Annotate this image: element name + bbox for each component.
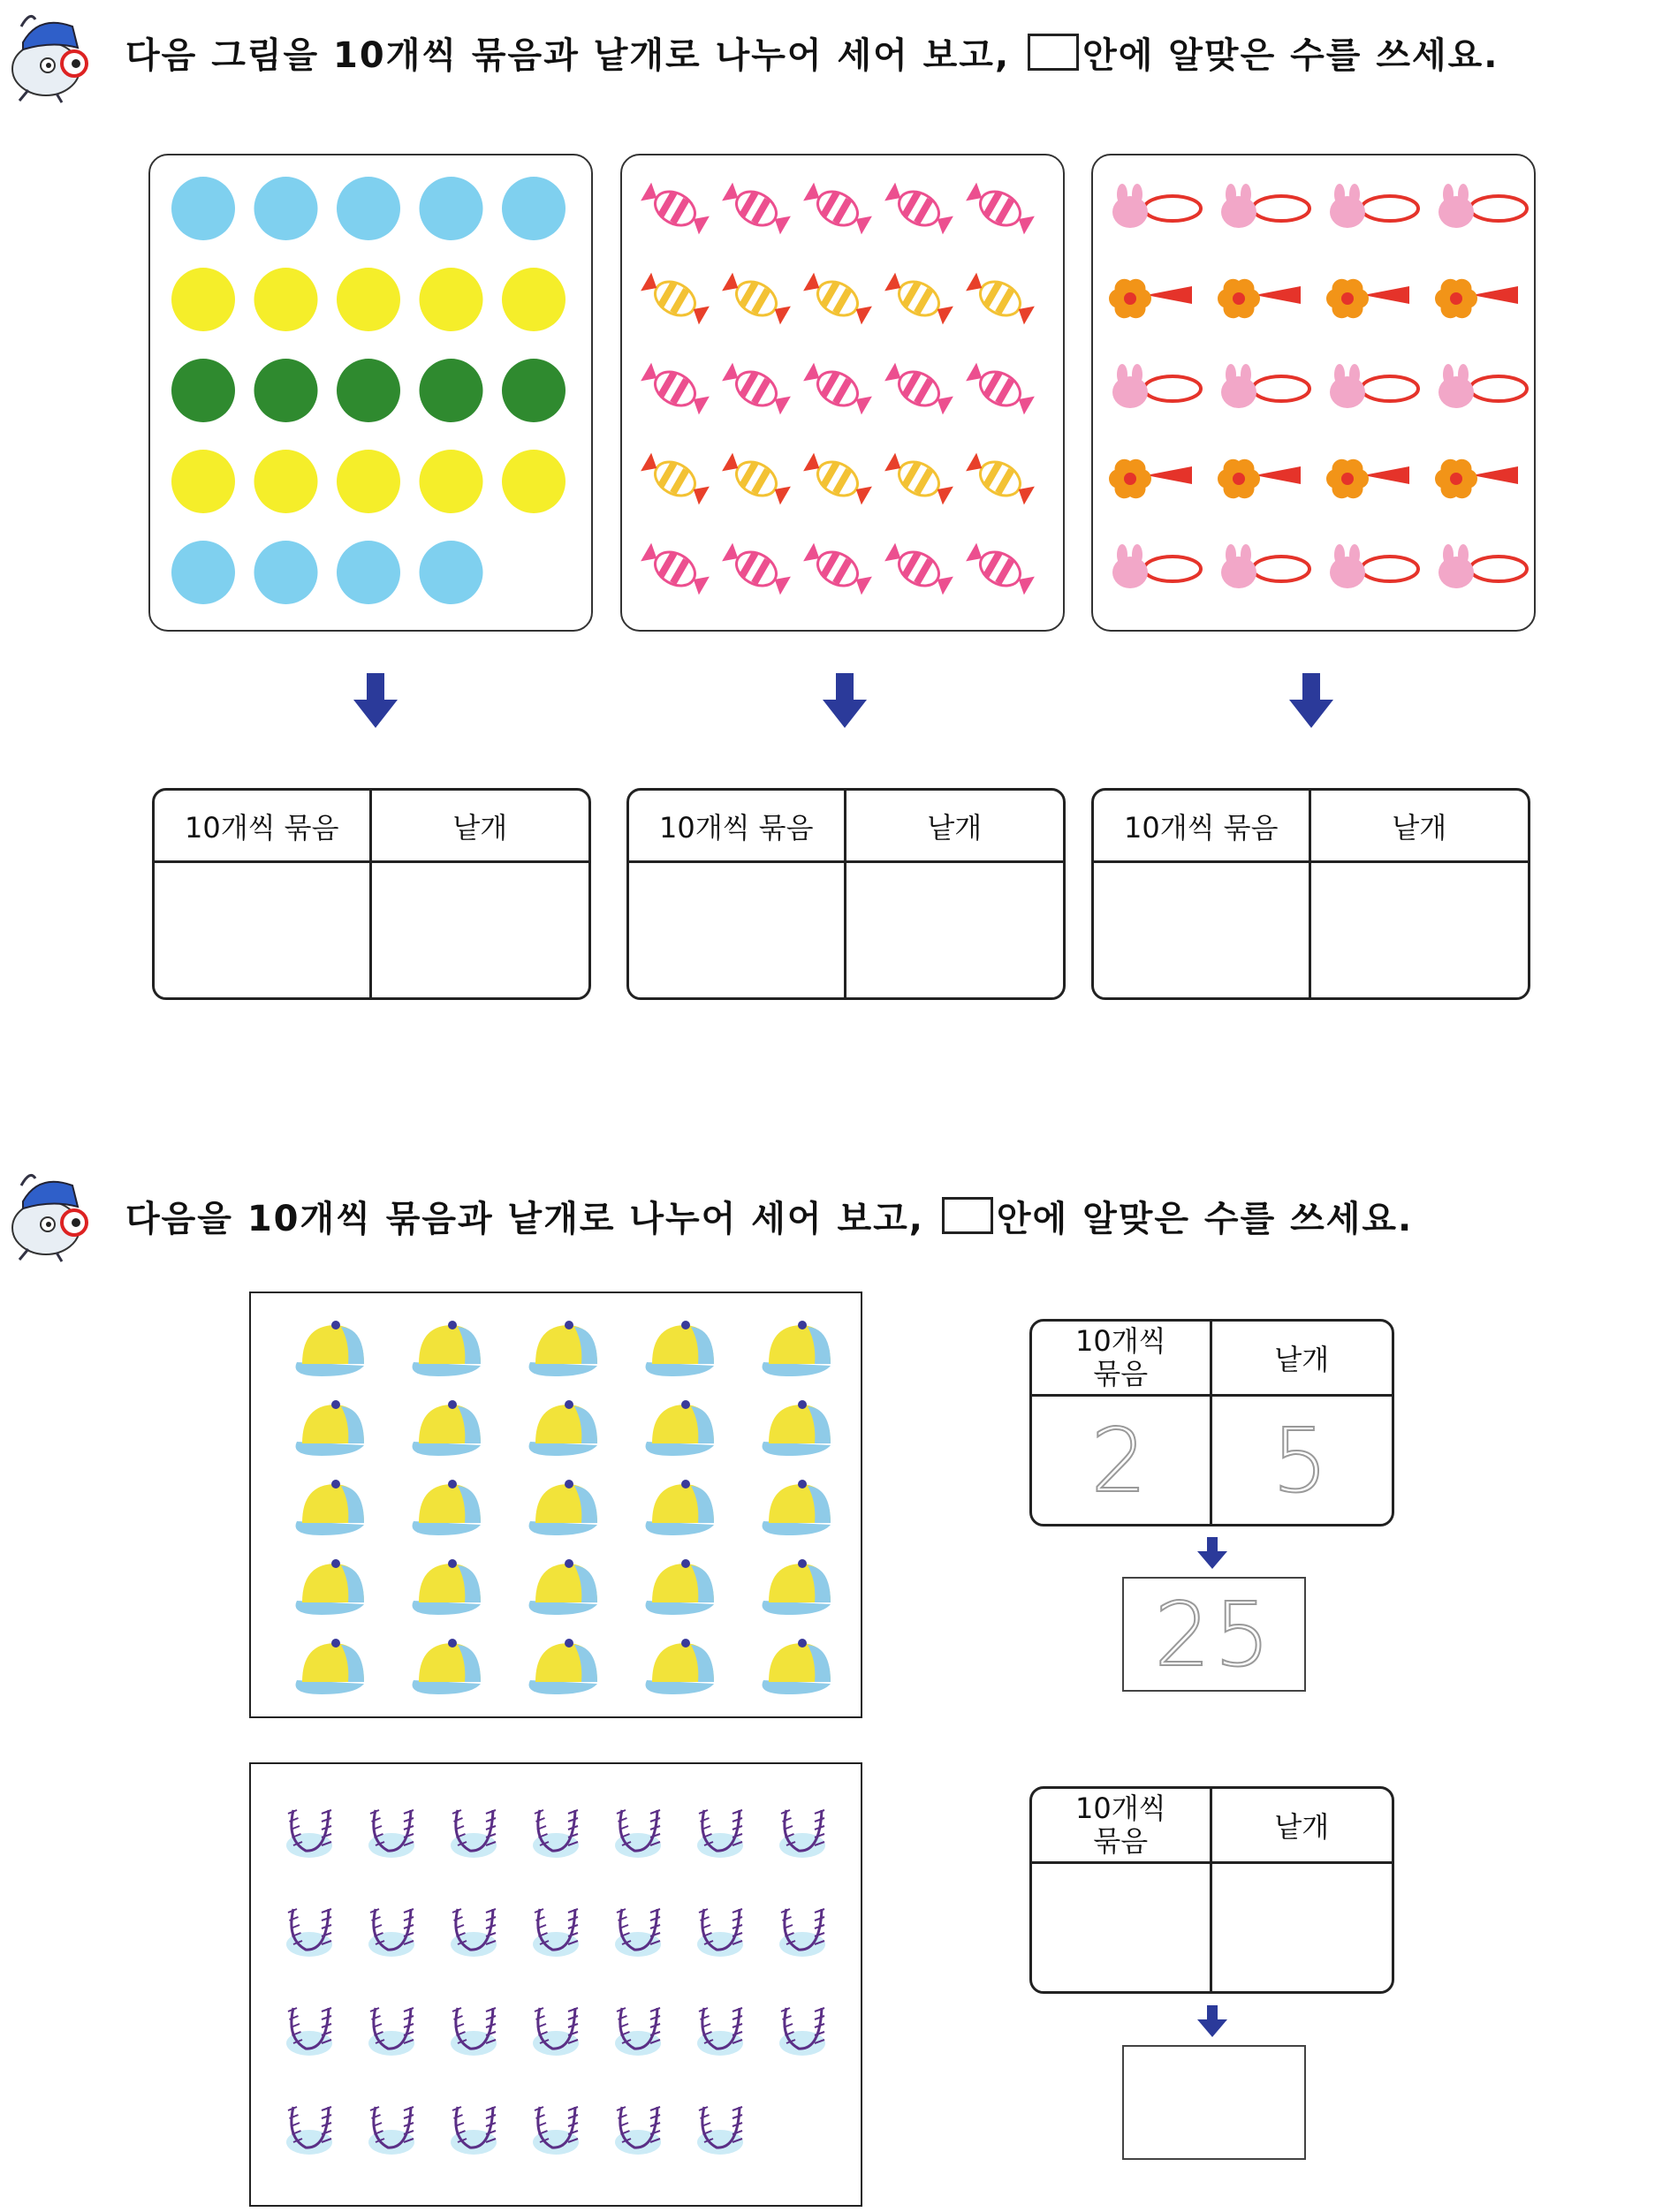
- answer-table-hair-accessories: [1091, 788, 1530, 1000]
- dot: [337, 450, 400, 513]
- hair-accessory: [1326, 459, 1409, 499]
- candy: [720, 269, 793, 328]
- candy: [720, 449, 793, 508]
- tens-header: 10개씩 묶음: [1032, 1322, 1212, 1397]
- arrow-down-icon: [823, 673, 867, 728]
- ones-cell[interactable]: [372, 863, 589, 997]
- ones-cell[interactable]: [1212, 1864, 1393, 1991]
- baseball: [286, 1810, 332, 1858]
- result-box-caps[interactable]: [1122, 1577, 1306, 1692]
- cap: [296, 1559, 364, 1615]
- hair-accessory: [1221, 364, 1309, 408]
- answer-table-dots: [152, 788, 591, 1000]
- tens-cell[interactable]: [629, 863, 846, 997]
- baseballs-grid: [251, 1764, 861, 2205]
- dot: [337, 359, 400, 422]
- candy: [964, 269, 1037, 328]
- caps-panel: [249, 1292, 862, 1718]
- hair-accessory: [1112, 184, 1201, 228]
- answer-table-candies: [626, 788, 1066, 1000]
- cap: [413, 1321, 481, 1376]
- tens-header: 10개씩 묶음: [1032, 1789, 1212, 1864]
- cap: [763, 1321, 831, 1376]
- tens-cell[interactable]: [155, 863, 372, 997]
- cap: [296, 1639, 364, 1694]
- ones-header: 낱개: [1212, 1789, 1393, 1864]
- candy: [883, 269, 956, 328]
- hair-accessory: [1326, 279, 1409, 319]
- baseball: [368, 1810, 414, 1858]
- dot: [420, 177, 483, 240]
- candy: [639, 449, 712, 508]
- dot: [337, 177, 400, 240]
- dot: [502, 177, 566, 240]
- baseball: [368, 2107, 414, 2155]
- dot: [171, 541, 235, 604]
- baseball: [615, 2008, 661, 2056]
- candy: [964, 178, 1037, 238]
- traced-tens-digit: 2: [1090, 1408, 1151, 1512]
- cap: [529, 1559, 597, 1615]
- dot: [254, 268, 318, 331]
- baseballs-panel: [249, 1762, 862, 2207]
- ones-cell[interactable]: [846, 863, 1064, 997]
- instruction-2-text: 다음을 10개씩 묶음과 낱개로 나누어 세어 보고,: [125, 1199, 924, 1239]
- dot: [502, 450, 566, 513]
- baseball: [533, 1909, 579, 1957]
- cap: [646, 1639, 714, 1694]
- candy: [720, 359, 793, 418]
- hair-accessory: [1438, 184, 1527, 228]
- ones-header: 낱개: [846, 791, 1064, 863]
- dot: [254, 541, 318, 604]
- answer-table-baseballs: [1029, 1786, 1394, 1994]
- dot: [171, 177, 235, 240]
- dot: [254, 177, 318, 240]
- cap: [413, 1400, 481, 1456]
- baseball: [286, 1909, 332, 1957]
- candy: [720, 539, 793, 598]
- dot: [420, 541, 483, 604]
- baseball: [451, 2008, 497, 2056]
- ones-header: 낱개: [372, 791, 589, 863]
- traced-ones-digit: 5: [1271, 1408, 1332, 1512]
- tens-header: 10개씩 묶음: [1094, 791, 1311, 863]
- dot: [420, 268, 483, 331]
- candy: [639, 539, 712, 598]
- dot: [502, 359, 566, 422]
- baseball: [533, 2008, 579, 2056]
- baseball: [286, 2107, 332, 2155]
- hair-accessory: [1109, 279, 1192, 319]
- candy: [964, 359, 1037, 418]
- cap: [763, 1639, 831, 1694]
- baseball: [451, 1909, 497, 1957]
- hair-accessory: [1330, 184, 1418, 228]
- instruction-2-suffix: 안에 알맞은 수를 쓰세요.: [996, 1199, 1414, 1239]
- instruction-1-text: 다음 그림을 10개씩 묶음과 낱개로 나누어 세어 보고,: [125, 35, 1011, 76]
- baseball: [779, 1909, 825, 1957]
- hair-accessories-grid: [1093, 155, 1534, 630]
- cap: [413, 1639, 481, 1694]
- candy: [801, 178, 875, 238]
- dot: [171, 359, 235, 422]
- hair-accessory: [1435, 279, 1518, 319]
- cap: [529, 1639, 597, 1694]
- hair-accessory: [1112, 544, 1201, 588]
- dot: [420, 359, 483, 422]
- cap: [296, 1321, 364, 1376]
- arrow-down-icon: [353, 673, 398, 728]
- hair-accessory: [1438, 544, 1527, 588]
- hair-accessory: [1330, 364, 1418, 408]
- baseball: [533, 2107, 579, 2155]
- hair-accessory: [1109, 459, 1192, 499]
- candy: [801, 539, 875, 598]
- baseball: [368, 2008, 414, 2056]
- candies-grid: [622, 155, 1063, 630]
- cap: [529, 1321, 597, 1376]
- dot: [254, 450, 318, 513]
- baseball: [697, 1909, 743, 1957]
- tens-header: 10개씩 묶음: [629, 791, 846, 863]
- cap: [646, 1400, 714, 1456]
- ones-cell[interactable]: [1212, 1397, 1393, 1524]
- dot: [254, 359, 318, 422]
- mascot-icon: [4, 7, 92, 104]
- baseball: [615, 1810, 661, 1858]
- ones-header: 낱개: [1311, 791, 1529, 863]
- candies-panel: [620, 154, 1065, 632]
- cap: [763, 1480, 831, 1535]
- answer-blank-icon: [942, 1197, 993, 1234]
- cap: [413, 1559, 481, 1615]
- ones-cell[interactable]: [1311, 863, 1529, 997]
- hair-accessory: [1218, 459, 1301, 499]
- tens-cell[interactable]: [1032, 1397, 1212, 1524]
- result-box-baseballs[interactable]: [1122, 2045, 1306, 2160]
- cap: [529, 1400, 597, 1456]
- candy: [883, 539, 956, 598]
- caps-grid: [251, 1293, 861, 1716]
- baseball: [451, 2107, 497, 2155]
- cap: [296, 1400, 364, 1456]
- instruction-1-suffix: 안에 알맞은 수를 쓰세요.: [1082, 35, 1499, 76]
- cap: [646, 1480, 714, 1535]
- candy: [801, 359, 875, 418]
- dot: [171, 268, 235, 331]
- hair-accessory: [1221, 184, 1309, 228]
- candy: [964, 539, 1037, 598]
- cap: [763, 1400, 831, 1456]
- candy: [639, 359, 712, 418]
- cap: [763, 1559, 831, 1615]
- hair-accessory: [1438, 364, 1527, 408]
- cap: [529, 1480, 597, 1535]
- hair-accessories-panel: [1091, 154, 1536, 632]
- answer-blank-icon: [1028, 34, 1079, 71]
- dot: [420, 450, 483, 513]
- traced-answer: 25: [1154, 1582, 1274, 1686]
- candy: [639, 178, 712, 238]
- arrow-down-icon: [1197, 2005, 1227, 2037]
- baseball: [451, 1810, 497, 1858]
- ones-header: 낱개: [1212, 1322, 1393, 1397]
- mascot-icon: [4, 1166, 92, 1263]
- candy: [801, 269, 875, 328]
- candy: [639, 269, 712, 328]
- dot: [337, 268, 400, 331]
- dots-grid: [150, 155, 591, 630]
- baseball: [615, 2107, 661, 2155]
- tens-cell[interactable]: [1094, 863, 1311, 997]
- baseball: [697, 2107, 743, 2155]
- tens-header: 10개씩 묶음: [155, 791, 372, 863]
- cap: [646, 1559, 714, 1615]
- baseball: [779, 1810, 825, 1858]
- cap: [296, 1480, 364, 1535]
- dot: [502, 268, 566, 331]
- instruction-1: [125, 34, 1499, 76]
- baseball: [368, 1909, 414, 1957]
- candy: [720, 178, 793, 238]
- candy: [883, 449, 956, 508]
- hair-accessory: [1435, 459, 1518, 499]
- cap: [413, 1480, 481, 1535]
- dots-panel: [148, 154, 593, 632]
- baseball: [533, 1810, 579, 1858]
- baseball: [615, 1909, 661, 1957]
- instruction-2: [125, 1197, 1413, 1237]
- hair-accessory: [1218, 279, 1301, 319]
- answer-table-caps: [1029, 1319, 1394, 1526]
- hair-accessory: [1330, 544, 1418, 588]
- candy: [964, 449, 1037, 508]
- arrow-down-icon: [1289, 673, 1333, 728]
- baseball: [286, 2008, 332, 2056]
- dot: [171, 450, 235, 513]
- hair-accessory: [1221, 544, 1309, 588]
- candy: [883, 359, 956, 418]
- tens-cell[interactable]: [1032, 1864, 1212, 1991]
- baseball: [697, 2008, 743, 2056]
- cap: [646, 1321, 714, 1376]
- hair-accessory: [1112, 364, 1201, 408]
- dot: [337, 541, 400, 604]
- baseball: [779, 2008, 825, 2056]
- baseball: [697, 1810, 743, 1858]
- candy: [801, 449, 875, 508]
- candy: [883, 178, 956, 238]
- arrow-down-icon: [1197, 1537, 1227, 1569]
